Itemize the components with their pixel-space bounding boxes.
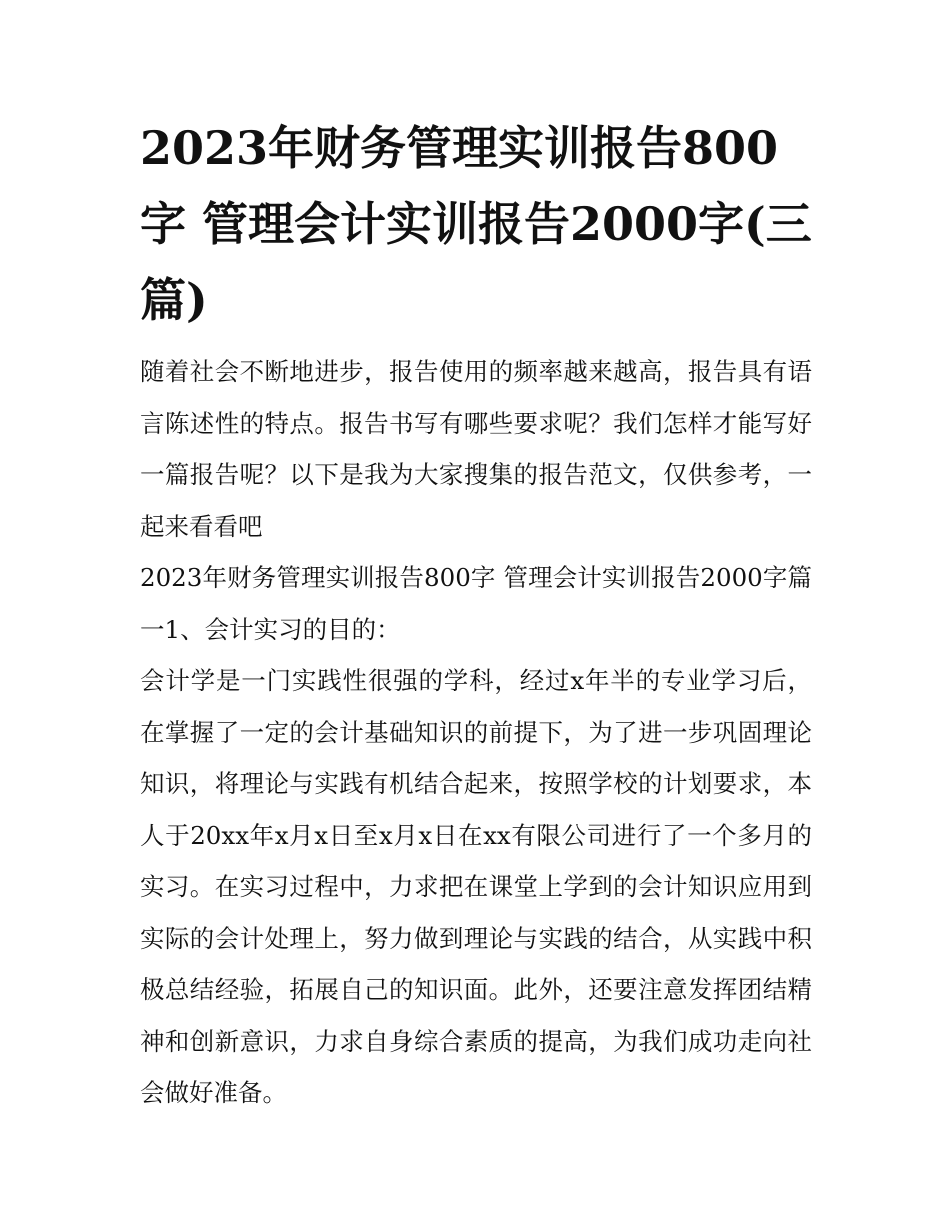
document-content [140, 110, 812, 1119]
body-paragraph: 会计学是一门实践性很强的学科，经过x年半的专业学习后，在掌握了一定的会计基础知识的前提下，为了进一步巩固理论知识，将理论与实践有机结合起来，按照学校的计划要求，本人于20xx年x月x日至x月x日在xx有限公司进行了一个多月的实习。在实习过程中，力求把在课堂上学到的会计知识应用到实际的会计处理上，努力做到理论与实践的结合，从实践中积极总结经验，拓展自己的知识面。此外，还要注意发挥团结精神和创新意识，力求自身综合素质的提高，为我们成功走向社会做好准备。 [140, 666, 812, 1107]
document-title: 2023年财务管理实训报告800字 管理会计实训报告2000字(三篇) [140, 121, 812, 327]
intro-paragraph: 随着社会不断地进步，报告使用的频率越来越高，报告具有语言陈述性的特点。报告书写有哪些要求呢？我们怎样才能写好一篇报告呢？以下是我为大家搜集的报告范文，仅供参考，一起来看看吧 [140, 357, 812, 541]
section-heading: 2023年财务管理实训报告800字 管理会计实训报告2000字篇一1、会计实习的目的： [140, 563, 812, 644]
